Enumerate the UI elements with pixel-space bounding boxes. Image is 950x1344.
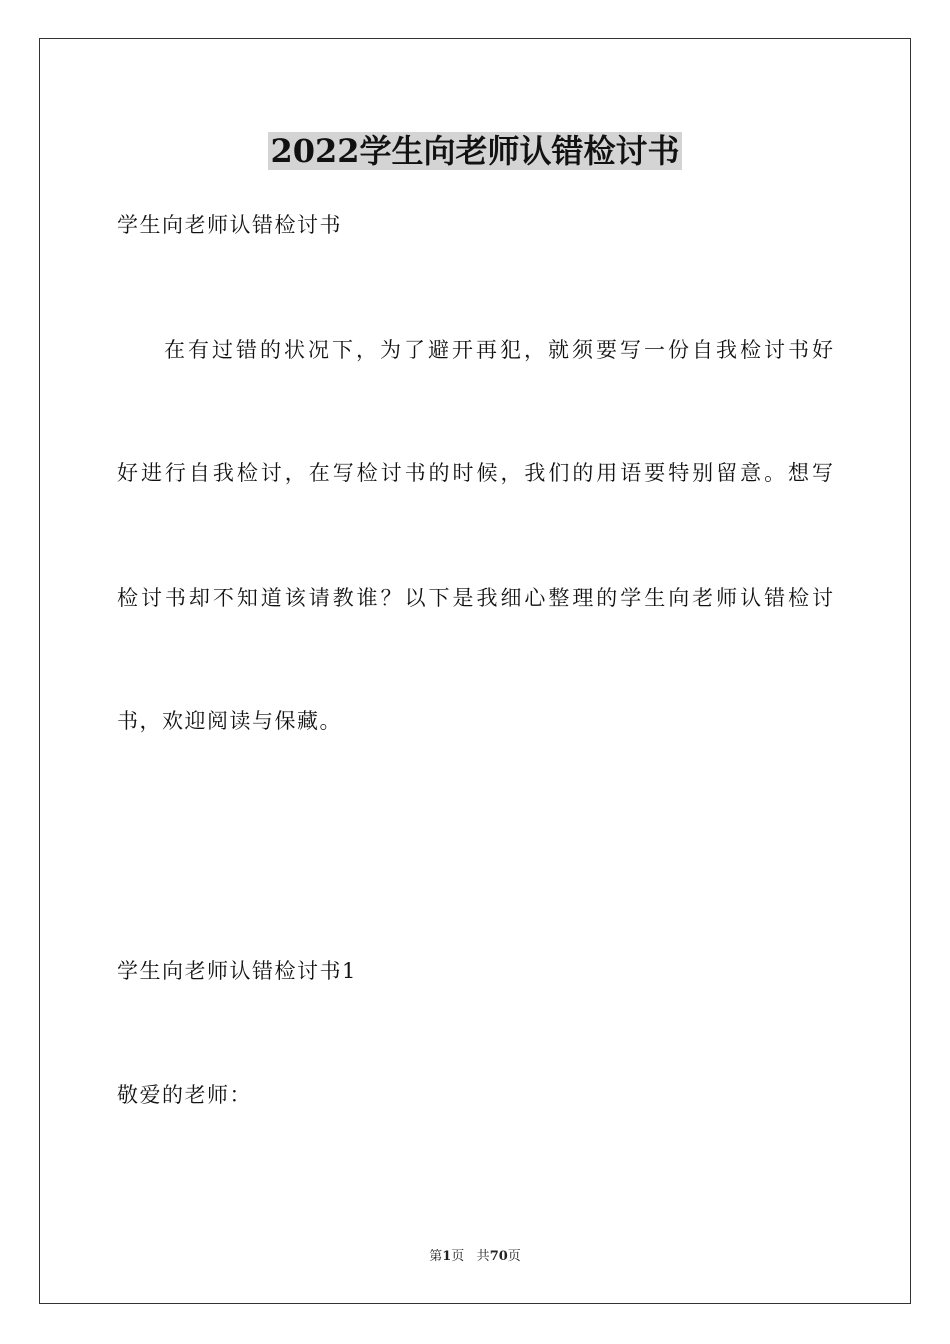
intro-paragraph-line-2: 好进行自我检讨，在写检讨书的时候，我们的用语要特别留意。想写 xyxy=(117,461,833,485)
document-subtitle: 学生向老师认错检讨书 xyxy=(117,213,342,237)
intro-paragraph-line-1: 在有过错的状况下，为了避开再犯，就须要写一份自我检讨书好 xyxy=(164,338,833,362)
page-footer xyxy=(0,1248,950,1266)
footer-total-pages: 70 xyxy=(489,1249,508,1264)
footer-page-prefix: 第 xyxy=(429,1249,443,1264)
footer-page-number: 1 xyxy=(442,1249,452,1264)
intro-paragraph-line-3: 检讨书却不知道该请教谁？以下是我细心整理的学生向老师认错检讨 xyxy=(117,586,833,610)
section-heading: 学生向老师认错检讨书1 xyxy=(117,959,357,983)
salutation: 敬爱的老师： xyxy=(117,1083,252,1107)
footer-total-suffix: 页 xyxy=(507,1249,521,1264)
document-title xyxy=(0,126,950,176)
footer-page-suffix: 页 xyxy=(451,1249,465,1264)
document-title-text: 2022学生向老师认错检讨书 xyxy=(270,132,680,170)
footer-total-prefix: 共 xyxy=(476,1249,490,1264)
intro-paragraph-line-4: 书，欢迎阅读与保藏。 xyxy=(117,709,342,733)
